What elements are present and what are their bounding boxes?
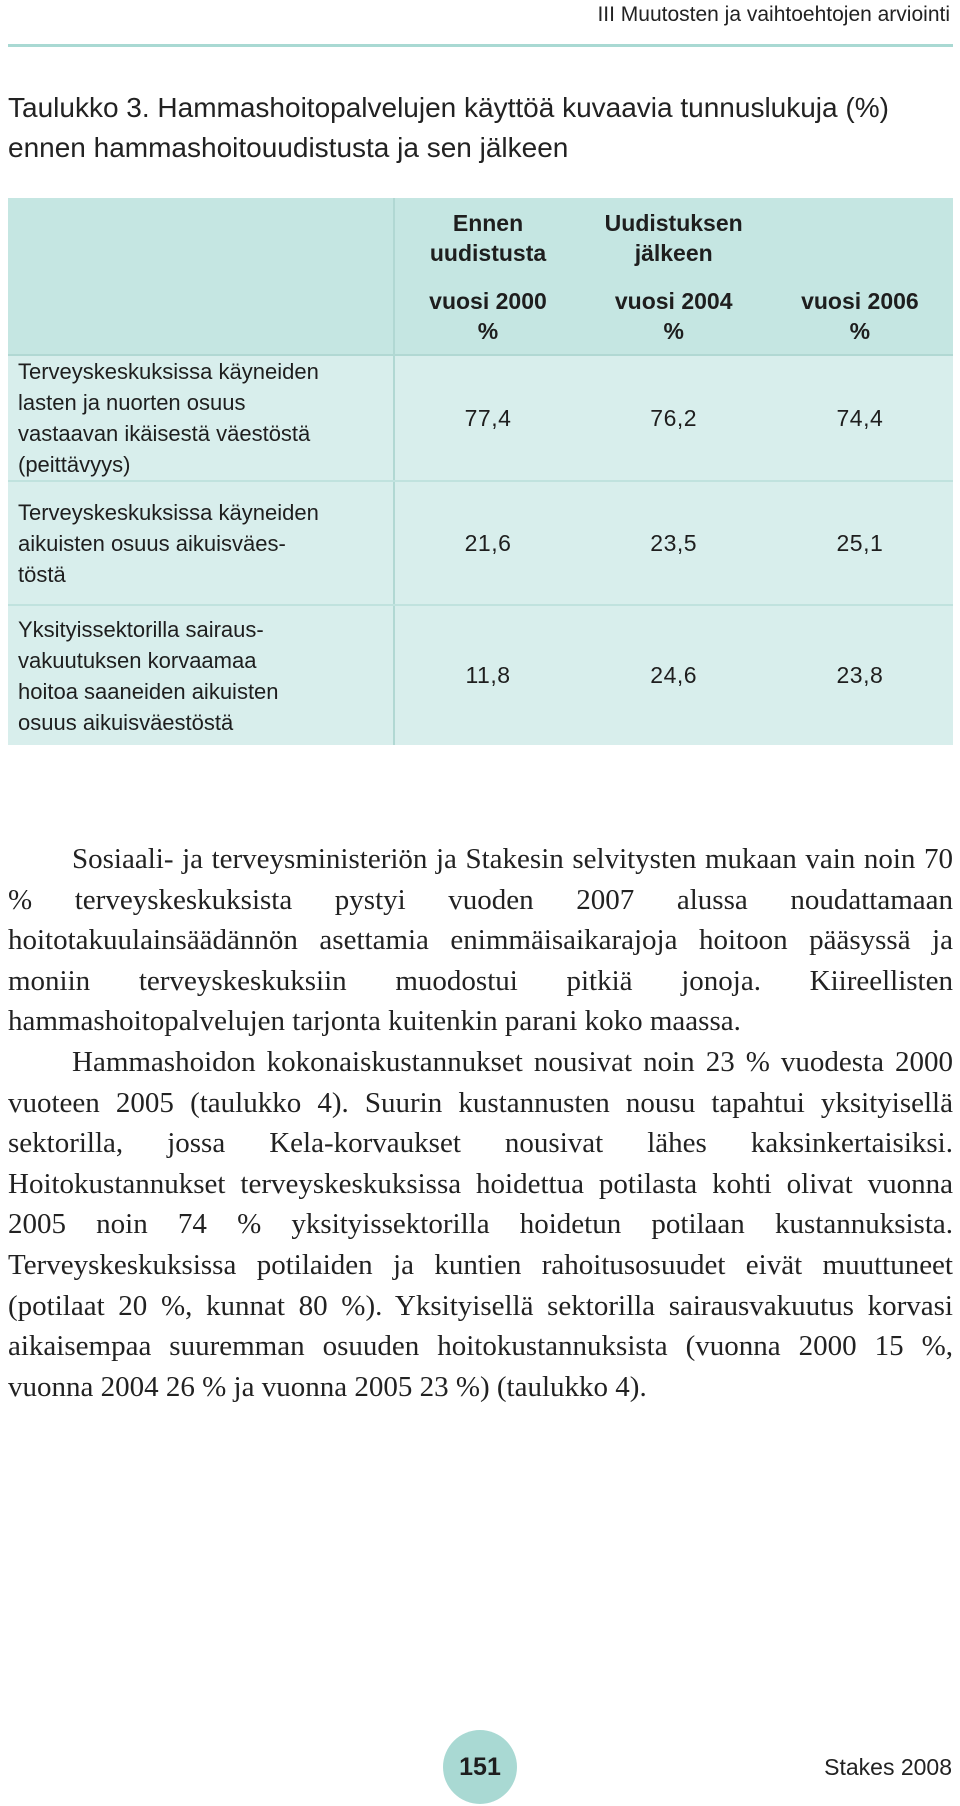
row-label-line: aikuisten osuus aikuisväes- [18, 530, 286, 556]
header-empty-cell [8, 198, 394, 278]
header-before-line-2: uudistusta [429, 240, 547, 266]
header-after-reform [581, 198, 767, 278]
row-label-line: Terveyskeskuksissa käyneiden [18, 359, 319, 384]
header-after-line-1: Uudistuksen [604, 210, 743, 236]
row-label-line: vakuutuksen korvaamaa [18, 647, 257, 673]
page-number-badge: 151 [443, 1730, 517, 1804]
year-unit: % [849, 318, 871, 344]
row-label-line: Terveyskeskuksissa käyneiden [18, 499, 319, 525]
row-label-line: vastaavan ikäisestä väestöstä [18, 421, 311, 446]
table-year-row [8, 278, 953, 355]
header-year-2004 [581, 278, 767, 355]
table-cell: 23,8 [836, 662, 884, 688]
data-table [8, 198, 953, 745]
row-label-line: lasten ja nuorten osuus [18, 390, 246, 415]
row-label [8, 605, 394, 745]
header-before-line-1: Ennen [452, 210, 524, 236]
year-label: vuosi 2004 [614, 288, 733, 314]
table-cell: 21,6 [394, 481, 580, 605]
table-caption: Taulukko 3. Hammashoitopalvelujen käyttöä kuvaavia tunnuslukuja (%) ennen hammashoitouudistusta ja sen jälkeen [8, 92, 889, 163]
row-label-line: töstä [18, 561, 66, 587]
table-cell: 77,4 [394, 355, 580, 481]
table-row [8, 355, 953, 481]
table-cell: 24,6 [650, 662, 698, 688]
table-cell: 25,1 [767, 481, 953, 605]
header-before-reform [394, 198, 580, 278]
table-cell: 74,4 [767, 355, 953, 481]
running-header: III Muutosten ja vaihtoehtojen arviointi [597, 3, 950, 26]
table-row [8, 481, 953, 605]
header-empty-cell [8, 278, 394, 355]
header-empty-cell [767, 198, 953, 278]
publisher-label: Stakes 2008 [824, 1754, 952, 1780]
table-header-row [8, 198, 953, 278]
paragraph: Sosiaali- ja terveysministeriön ja Stakesin selvitysten mukaan vain noin 70 % terveyskeskuksista pystyi vuoden 2007 alussa noudattamaan hoitotakuulainsäädännön asettamia enimmäisaikarajoja hoitoon pääsyssä ja moniin terveyskeskuksiin muodostui pitkiä jonoja. Kiireellisten hammashoitopalvelujen tarjonta kuitenkin parani koko maassa. [8, 843, 953, 1038]
year-unit: % [663, 318, 684, 344]
header-rule [8, 44, 953, 47]
row-label-line: hoitoa saaneiden aikuisten [18, 678, 279, 704]
row-label-line: osuus aikuisväestöstä [18, 709, 234, 735]
table-cell: 11,8 [465, 662, 511, 688]
body-text [8, 839, 953, 1407]
header-year-2006 [767, 278, 953, 355]
header-after-line-2: jälkeen [634, 240, 713, 266]
row-label-line: Yksityissektorilla sairaus- [18, 616, 264, 642]
year-label: vuosi 2006 [801, 288, 919, 314]
table-cell: 76,2 [581, 355, 767, 481]
table-row [8, 605, 953, 745]
year-label: vuosi 2000 [429, 288, 547, 314]
year-unit: % [477, 318, 499, 344]
row-label [8, 355, 394, 481]
paragraph: Hammashoidon kokonaiskustannukset nousivat noin 23 % vuodesta 2000 vuoteen 2005 (taulukko 4). Suurin kustannusten nousu tapahtui yksityisellä sektorilla, jossa Kela-korvaukset nousivat lähes kaksinkertaisiksi. Hoitokustannukset terveyskeskuksissa hoidettua potilasta kohti olivat vuonna 2005 noin 74 % yksityissektorilla hoidetun potilaan kustannuksista. Terveyskeskuksissa potilaiden ja kuntien rahoitusosuudet eivät muuttuneet (potilaat 20 %, kunnat 80 %). Yksityisellä sektorilla sairausvakuutus korvasi aikaisempaa suuremman osuuden hoitokustannuksista (vuonna 2000 15 %, vuonna 2004 26 % ja vuonna 2005 23 %) (taulukko 4). [8, 1045, 953, 1403]
header-year-2000 [394, 278, 580, 355]
table-cell: 23,5 [581, 481, 767, 605]
row-label [8, 481, 394, 605]
row-label-line: (peittävyys) [18, 452, 131, 477]
